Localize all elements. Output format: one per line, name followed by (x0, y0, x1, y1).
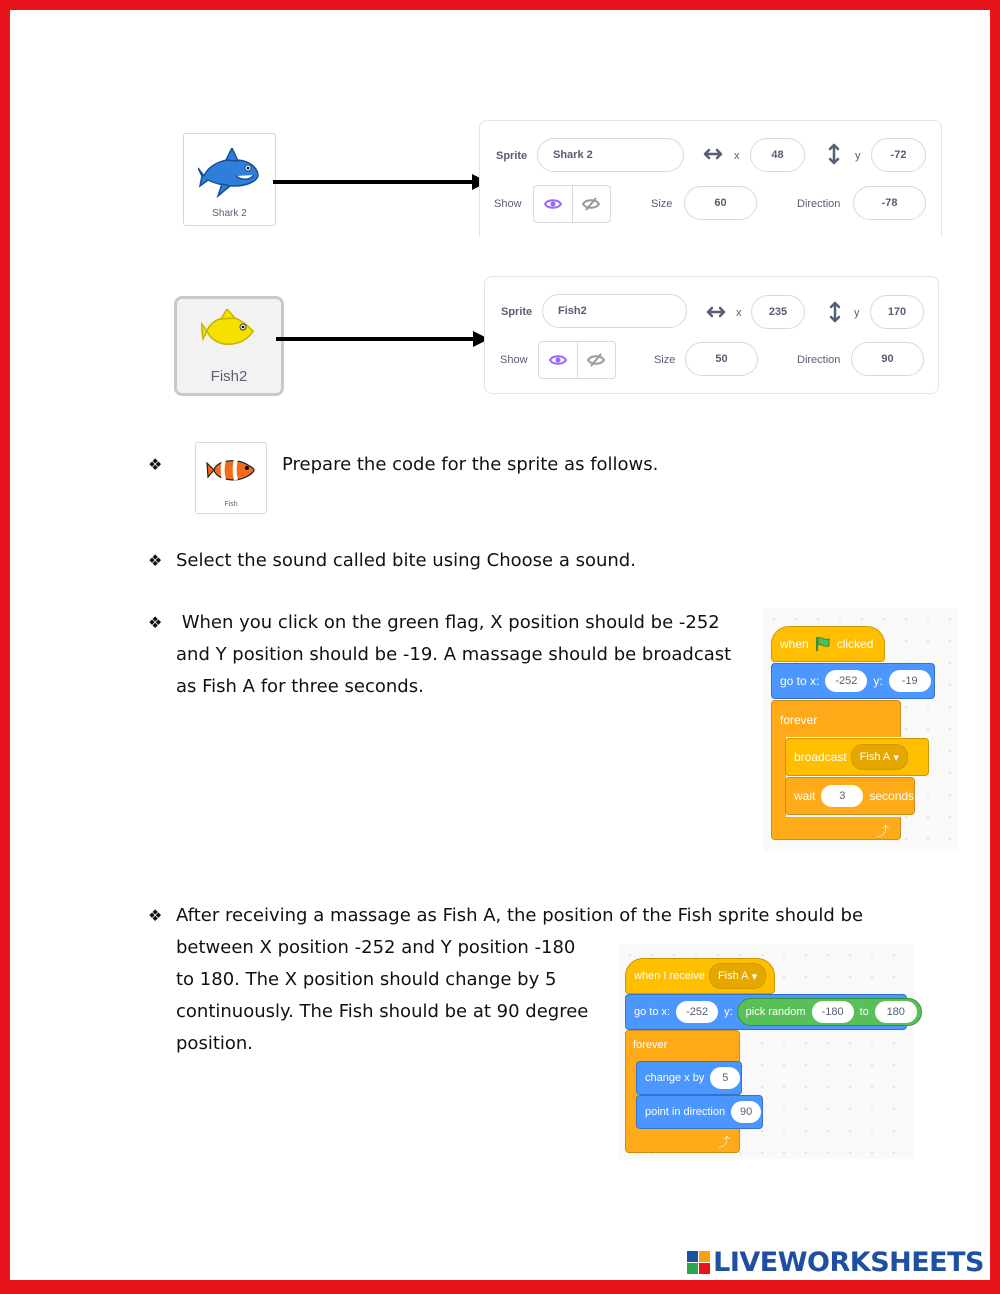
liveworksheets-logo (687, 1247, 984, 1278)
instruction-line: When you click on the green flag, X position should be -252 (176, 612, 720, 633)
instruction-line: as Fish A for three seconds. (176, 676, 424, 697)
sprite-thumbnail-label: Fish (224, 501, 238, 508)
instruction-line: and Y position should be -19. A massage should be broadcast (176, 644, 732, 665)
horizontal-arrows-icon (703, 147, 723, 164)
change-x-input[interactable]: 5 (710, 1067, 740, 1089)
sprite-thumbnail-label: Fish2 (210, 368, 248, 385)
pick-random-label: pick random (745, 1006, 806, 1018)
go-to-label: go to x: (634, 1006, 671, 1018)
sprite-name-label: Sprite (501, 306, 533, 318)
loop-arrow-icon: ⤴ (876, 824, 890, 839)
direction-label: Direction (797, 354, 841, 366)
go-to-y-input[interactable]: -19 (889, 670, 931, 692)
y-label: y (854, 307, 860, 319)
size-label: Size (651, 198, 673, 210)
broadcast-block[interactable] (785, 738, 929, 776)
instruction-text: Prepare the code for the sprite as follows. (282, 454, 659, 475)
eye-hidden-icon[interactable] (577, 342, 616, 378)
show-toggle (533, 185, 611, 223)
green-flag-icon (815, 636, 831, 652)
direction-input[interactable]: 90 (851, 342, 924, 376)
sprite-thumbnail-fish[interactable] (195, 442, 267, 514)
size-label: Size (654, 354, 676, 366)
instruction-line: position. (176, 1033, 254, 1054)
point-in-direction-label: point in direction (645, 1106, 726, 1118)
eye-hidden-icon[interactable] (572, 186, 611, 222)
x-label: x (736, 307, 742, 319)
wait-block[interactable] (785, 777, 915, 815)
x-label: x (734, 150, 740, 162)
broadcast-message-value: Fish A (859, 751, 891, 763)
go-to-xy-block[interactable] (771, 663, 935, 699)
go-to-x-input[interactable]: -252 (676, 1001, 718, 1023)
sprite-name-label: Sprite (496, 150, 528, 162)
seconds-label: seconds (869, 789, 915, 803)
sprite-thumbnail-label: Shark 2 (212, 208, 247, 219)
receive-message-value: Fish A (717, 970, 749, 982)
y-position-input[interactable]: -72 (871, 138, 926, 172)
point-in-direction-block[interactable] (636, 1095, 763, 1129)
broadcast-label: broadcast (794, 750, 847, 764)
size-input[interactable]: 50 (685, 342, 758, 376)
code-area (619, 944, 914, 1159)
y-label: y: (873, 674, 883, 688)
to-label: to (859, 1006, 869, 1018)
sprite-info-panel (479, 120, 942, 236)
wait-label: wait (794, 789, 816, 803)
show-toggle (538, 341, 616, 379)
show-label: Show (500, 354, 528, 366)
sprite-thumbnail-shark[interactable] (183, 133, 276, 226)
direction-input[interactable]: -78 (853, 186, 926, 220)
broadcast-message-dropdown[interactable]: Fish A ▾ (851, 744, 908, 770)
eye-icon[interactable] (534, 186, 572, 222)
code-area (763, 608, 958, 851)
bullet-icon: ❖ (148, 551, 163, 570)
y-label: y (855, 150, 861, 162)
clicked-label: clicked (836, 637, 874, 651)
bullet-icon: ❖ (148, 906, 163, 925)
go-to-label: go to x: (780, 674, 820, 688)
vertical-arrows-icon (827, 143, 841, 168)
arrow (273, 180, 473, 184)
instruction-line: between X position -252 and Y position -180 (176, 937, 576, 958)
go-to-x-input[interactable]: -252 (825, 670, 867, 692)
when-label: when (780, 637, 809, 651)
arrow (276, 337, 474, 341)
x-position-input[interactable]: 235 (751, 295, 805, 329)
shark-icon (198, 148, 262, 198)
show-label: Show (494, 198, 522, 210)
instruction-line: After receiving a massage as Fish A, the position of the Fish sprite should be (176, 905, 864, 926)
sprite-name-input[interactable]: Fish2 (542, 294, 687, 328)
logo-text: LIVEWORKSHEETS (713, 1247, 984, 1278)
random-from-input[interactable]: -180 (812, 1001, 854, 1023)
loop-arrow-icon: ⤴ (718, 1135, 731, 1149)
vertical-arrows-icon (828, 301, 842, 326)
size-input[interactable]: 60 (684, 186, 757, 220)
y-position-input[interactable]: 170 (870, 295, 924, 329)
horizontal-arrows-icon (706, 305, 726, 322)
direction-input[interactable]: 90 (731, 1101, 761, 1123)
direction-label: Direction (797, 198, 841, 210)
sprite-info-panel (484, 276, 939, 394)
clownfish-icon (206, 455, 256, 485)
random-to-input[interactable]: 180 (875, 1001, 917, 1023)
receive-message-dropdown[interactable]: Fish A ▾ (709, 963, 766, 989)
eye-icon[interactable] (539, 342, 577, 378)
bullet-icon: ❖ (148, 455, 163, 474)
instruction-text: Select the sound called bite using Choose a sound. (176, 550, 636, 571)
bullet-icon: ❖ (148, 613, 163, 632)
pick-random-block[interactable] (737, 998, 922, 1026)
sprite-thumbnail-fish2[interactable] (174, 296, 284, 396)
change-x-block[interactable] (636, 1061, 742, 1095)
when-flag-clicked-block[interactable] (771, 626, 885, 662)
forever-label: forever (633, 1039, 668, 1051)
instruction-line: to 180. The X position should change by 5 (176, 969, 557, 990)
when-i-receive-block[interactable] (625, 958, 775, 994)
instruction-paragraph (176, 607, 731, 703)
logo-mark-icon (687, 1251, 711, 1275)
forever-label: forever (780, 713, 818, 727)
yellow-fish-icon (201, 309, 257, 353)
go-to-xy-block[interactable] (625, 994, 907, 1030)
change-x-label: change x by (645, 1072, 705, 1084)
when-i-receive-label: when I receive (634, 970, 705, 982)
wait-seconds-input[interactable]: 3 (821, 785, 863, 807)
sprite-name-input[interactable]: Shark 2 (537, 138, 684, 172)
x-position-input[interactable]: 48 (750, 138, 805, 172)
y-label: y: (724, 1006, 733, 1018)
instruction-line: continuously. The Fish should be at 90 degree (176, 1001, 589, 1022)
